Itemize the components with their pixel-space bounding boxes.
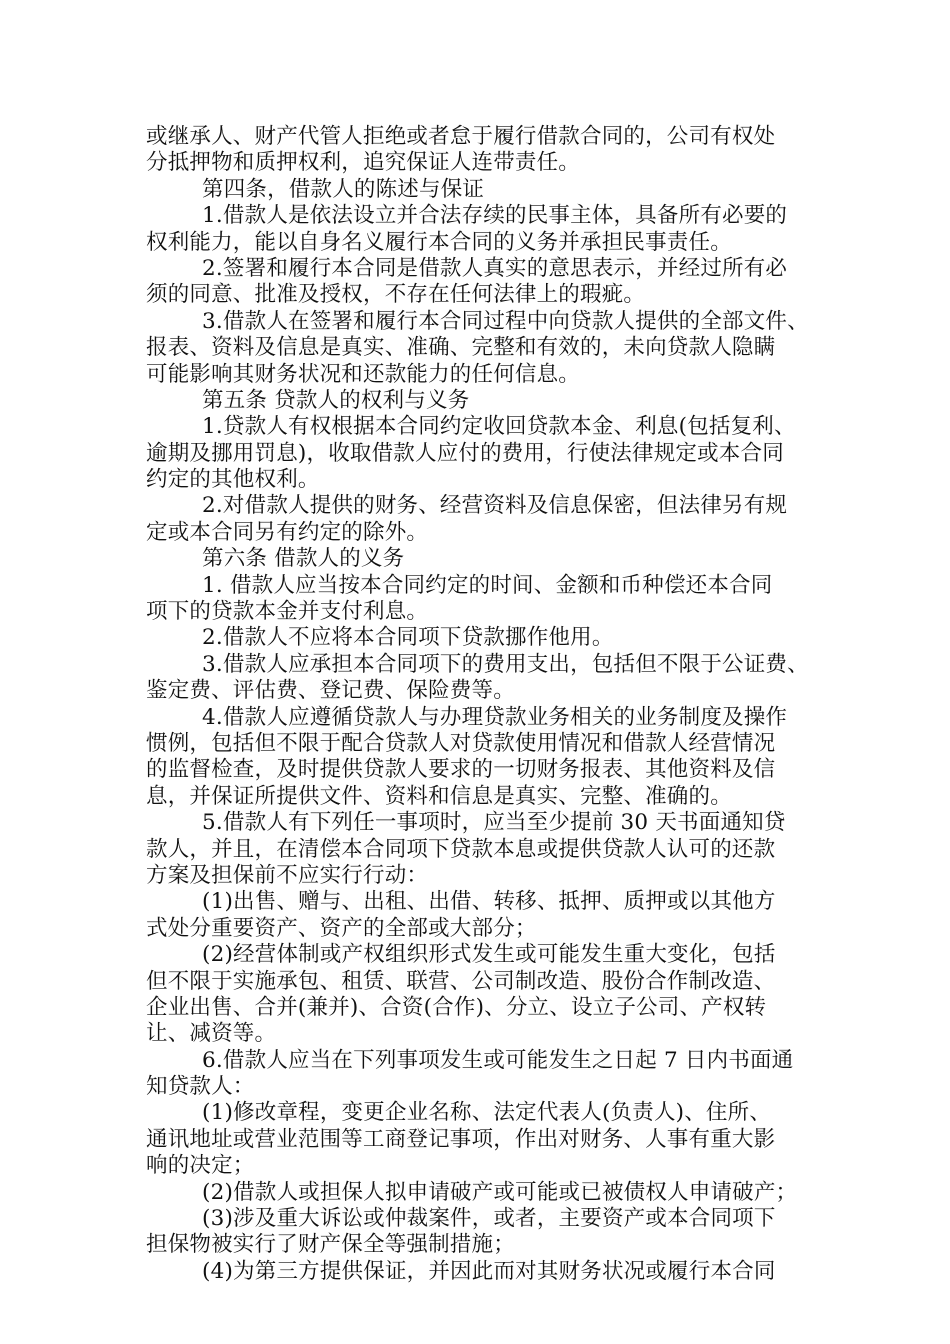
document-line: 款人，并且，在清偿本合同项下贷款本息或提供贷款人认可的还款 xyxy=(146,836,776,862)
document-line: 须的同意、批准及授权，不存在任何法律上的瑕疵。 xyxy=(146,282,646,308)
document-line: 式处分重要资产、资产的全部或大部分； xyxy=(146,915,537,941)
document-line: 方案及担保前不应实行行动： xyxy=(146,862,429,888)
document-line: 3.借款人应承担本合同项下的费用支出，包括但不限于公证费、 xyxy=(202,651,809,677)
document-line: 分抵押物和质押权利，追究保证人连带责任。 xyxy=(146,150,581,176)
document-line: 让、减资等。 xyxy=(146,1021,277,1047)
document-line: 2.对借款人提供的财务、经营资料及信息保密，但法律另有规 xyxy=(202,493,788,519)
document-line: 知贷款人： xyxy=(146,1074,255,1100)
document-line: 1.贷款人有权根据本合同约定收回贷款本金、利息(包括复利、 xyxy=(202,414,796,440)
document-line: (2)经营体制或产权组织形式发生或可能发生重大变化，包括 xyxy=(202,942,776,968)
document-line: 项下的贷款本金并支付利息。 xyxy=(146,599,429,625)
document-line: 1. 借款人应当按本合同约定的时间、金额和币种偿还本合同 xyxy=(202,572,773,598)
document-line: (3)涉及重大诉讼或仲裁案件，或者，主要资产或本合同项下 xyxy=(202,1206,776,1232)
document-line: 的监督检查，及时提供贷款人要求的一切财务报表、其他资料及信 xyxy=(146,757,776,783)
document-line: (1)出售、赠与、出租、出借、转移、抵押、质押或以其他方 xyxy=(202,889,776,915)
document-line: 报表、资料及信息是真实、准确、完整和有效的，未向贷款人隐瞒 xyxy=(146,335,776,361)
document-line: (2)借款人或担保人拟申请破产或可能或已被债权人申请破产； xyxy=(202,1179,798,1205)
document-body xyxy=(146,124,810,1285)
document-line: 5.借款人有下列任一事项时，应当至少提前 30 天书面通知贷 xyxy=(202,810,786,836)
document-line: 第五条 贷款人的权利与义务 xyxy=(202,387,470,413)
document-line: 担保物被实行了财产保全等强制措施； xyxy=(146,1232,515,1258)
document-line: 第六条 借款人的义务 xyxy=(202,546,405,572)
document-line: 4.借款人应遵循贷款人与办理贷款业务相关的业务制度及操作 xyxy=(202,704,788,730)
document-line: 可能影响其财务状况和还款能力的任何信息。 xyxy=(146,361,581,387)
document-line: 权利能力，能以自身名义履行本合同的义务并承担民事责任。 xyxy=(146,229,732,255)
document-line: 6.借款人应当在下列事项发生或可能发生之日起 7 日内书面通 xyxy=(202,1047,794,1073)
document-line: (4)为第三方提供保证，并因此而对其财务状况或履行本合同 xyxy=(202,1258,776,1284)
document-line: 鉴定费、评估费、登记费、保险费等。 xyxy=(146,678,515,704)
document-line: 通讯地址或营业范围等工商登记事项，作出对财务、人事有重大影 xyxy=(146,1126,776,1152)
document-line: 响的决定； xyxy=(146,1153,255,1179)
document-line: 3.借款人在签署和履行本合同过程中向贷款人提供的全部文件、 xyxy=(202,308,809,334)
document-line: 息，并保证所提供文件、资料和信息是真实、完整、准确的。 xyxy=(146,783,732,809)
document-line: 约定的其他权利。 xyxy=(146,467,320,493)
document-line: 定或本合同另有约定的除外。 xyxy=(146,519,429,545)
document-line: 惯例，包括但不限于配合贷款人对贷款使用情况和借款人经营情况 xyxy=(146,730,776,756)
document-line: 2.借款人不应将本合同项下贷款挪作他用。 xyxy=(202,625,614,651)
document-line: 逾期及挪用罚息)，收取借款人应付的费用，行使法律规定或本合同 xyxy=(146,440,784,466)
document-line: 第四条，借款人的陈述与保证 xyxy=(202,176,485,202)
document-line: 或继承人、财产代管人拒绝或者怠于履行借款合同的，公司有权处 xyxy=(146,124,776,149)
document-line: (1)修改章程，变更企业名称、法定代表人(负责人)、住所、 xyxy=(202,1100,772,1126)
document-line: 但不限于实施承包、租赁、联营、公司制改造、股份合作制改造、 xyxy=(146,968,776,994)
document-line: 2.签署和履行本合同是借款人真实的意思表示，并经过所有必 xyxy=(202,255,788,281)
document-line: 企业出售、合并(兼并)、合资(合作)、分立、设立子公司、产权转 xyxy=(146,994,767,1020)
document-line: 1.借款人是依法设立并合法存续的民事主体，具备所有必要的 xyxy=(202,203,788,229)
